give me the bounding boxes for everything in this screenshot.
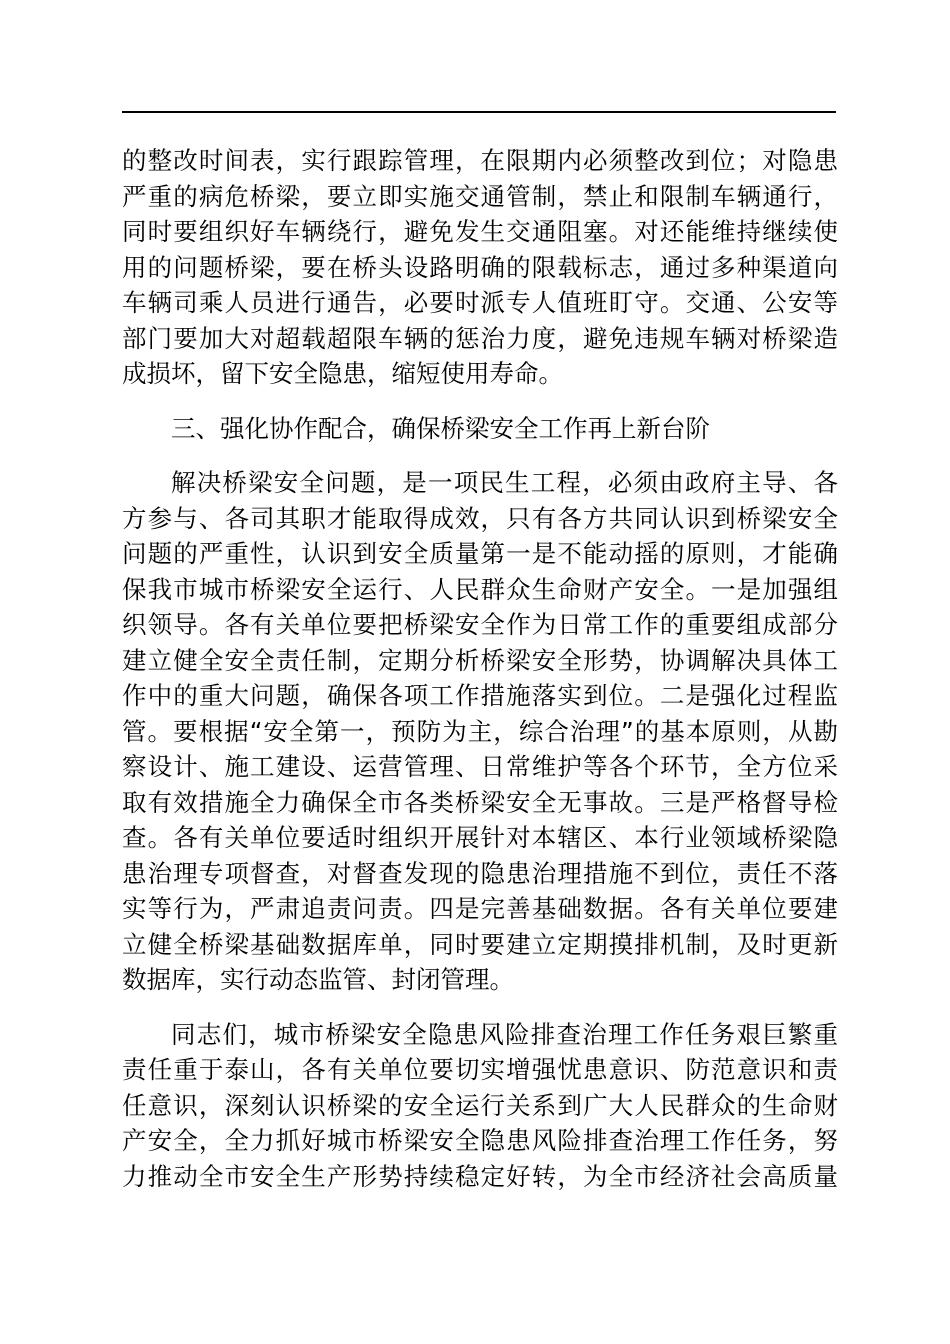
paragraph-line: 查。各有关单位要适时组织开展针对本辖区、本行业领域桥梁隐 — [122, 823, 838, 852]
paragraph-line: 作中的重大问题，确保各项工作措施落实到位。二是强化过程监 — [122, 681, 838, 710]
paragraph-line: 方参与、各司其职才能取得成效，只有各方共同认识到桥梁安全 — [122, 503, 838, 533]
paragraph-line: 织领导。各有关单位要把桥梁安全作为日常工作的重要组成部分 — [122, 610, 838, 639]
paragraph-line: 成损坏，留下安全隐患，缩短使用寿命。 — [122, 359, 563, 388]
paragraph-line: 实等行为，严肃追责问责。四是完善基础数据。各有关单位要建 — [122, 894, 838, 923]
paragraph-line: 患治理专项督查，对督查发现的隐患治理措施不到位，责任不落 — [122, 858, 838, 888]
paragraph-line: 部门要加大对超载超限车辆的惩治力度，避免违规车辆对桥梁造 — [122, 323, 838, 353]
paragraph-gap — [122, 998, 838, 1017]
paragraph-line: 同时要组织好车辆绕行，避免发生交通阻塞。对还能维持继续使 — [122, 217, 838, 246]
paragraph-line: 任意识，深刻认识桥梁的安全运行关系到广大人民群众的生命财 — [122, 1090, 838, 1120]
paragraph-line: 数据库，实行动态监管、封闭管理。 — [122, 965, 514, 994]
paragraph-line: 问题的严重性，认识到安全质量第一是不能动摇的原则，才能确 — [122, 539, 838, 568]
paragraph-line: 保我市城市桥梁安全运行、人民群众生命财产安全。一是加强组 — [122, 574, 838, 604]
paragraph-line: 责任重于泰山，各有关单位要切实增强忧患意识、防范意识和责 — [122, 1055, 838, 1084]
paragraph-line: 严重的病危桥梁，要立即实施交通管制，禁止和限制车辆通行， — [122, 181, 838, 211]
paragraph-line: 建立健全安全责任制，定期分析桥梁安全形势，协调解决具体工 — [122, 645, 838, 675]
paragraph-line: 管。要根据“安全第一，预防为主，综合治理”的基本原则，从勘 — [122, 716, 838, 746]
paragraph-line: 产安全，全力抓好城市桥梁安全隐患风险排查治理工作任务，努 — [122, 1126, 838, 1155]
paragraph-line: 车辆司乘人员进行通告，必要时派专人值班盯守。交通、公安等 — [122, 288, 838, 317]
paragraph-line: 立健全桥梁基础数据库单，同时要建立定期摸排机制，及时更新 — [122, 929, 838, 959]
paragraph-gap — [122, 392, 838, 411]
paragraph-line: 察设计、施工建设、运营管理、日常维护等各个环节，全方位采 — [122, 752, 838, 781]
header-rule — [122, 111, 836, 113]
paragraph-2 — [122, 465, 838, 998]
paragraph-line: 同志们，城市桥梁安全隐患风险排查治理工作任务艰巨繁重 — [171, 1019, 838, 1049]
paragraph-line: 取有效措施全力确保全市各类桥梁安全无事故。三是严格督导检 — [122, 787, 838, 817]
paragraph-gap — [122, 446, 838, 465]
paragraph-line: 解决桥梁安全问题，是一项民生工程，必须由政府主导、各 — [171, 468, 838, 497]
document-body — [122, 143, 838, 1194]
section-heading-text: 三、强化协作配合，确保桥梁安全工作再上新台阶 — [171, 413, 710, 443]
section-heading-3 — [122, 411, 838, 447]
paragraph-line: 力推动全市安全生产形势持续稳定好转，为全市经济社会高质量 — [122, 1161, 838, 1191]
paragraph-line: 用的问题桥梁，要在桥头设路明确的限载标志，通过多种渠道向 — [122, 252, 838, 282]
paragraph-1 — [122, 143, 838, 392]
paragraph-3 — [122, 1017, 838, 1195]
paragraph-line: 的整改时间表，实行跟踪管理，在限期内必须整改到位；对隐患 — [122, 146, 838, 175]
